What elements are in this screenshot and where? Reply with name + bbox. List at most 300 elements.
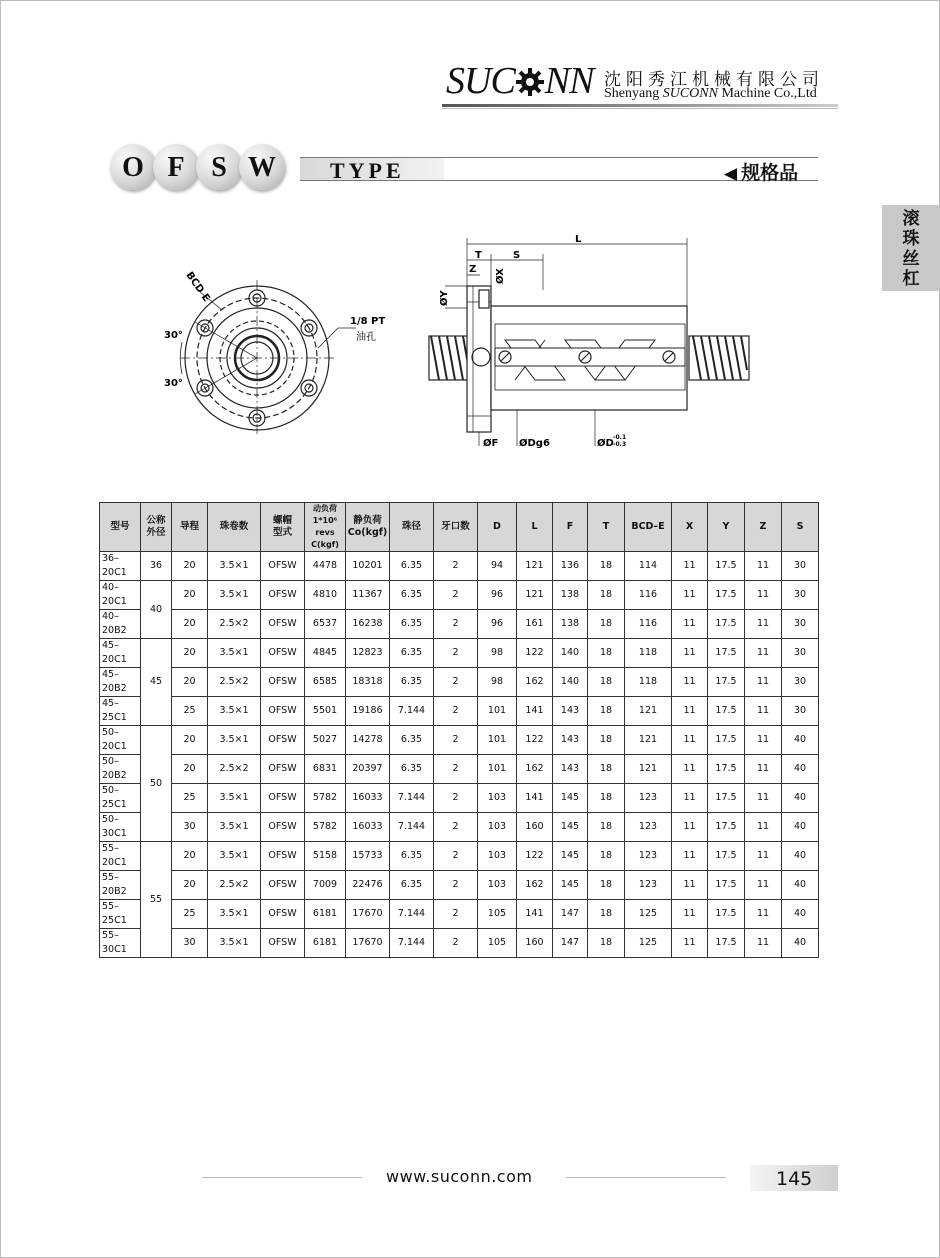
table-cell: OFSW [261,697,305,726]
table-cell: 20 [172,668,208,697]
table-cell: 20 [172,639,208,668]
table-cell: 11 [745,929,782,958]
dim-dg6: ØDg6 [519,438,550,449]
table-cell: OFSW [261,871,305,900]
footer-url: www.suconn.com [386,1167,533,1186]
dim-y: ØY [439,290,450,306]
footer-rule-left [202,1177,362,1178]
page-number: 145 [776,1168,813,1190]
spec-table-body [100,552,819,958]
table-row [100,900,819,929]
table-cell: 18 [588,581,625,610]
cell-model: 45–20C1 [100,639,141,668]
table-cell: 30 [782,697,819,726]
table-cell: 17.5 [708,784,745,813]
standard-label: ◀ 规格品 [724,162,799,184]
table-cell: 18 [588,784,625,813]
table-cell: 6.35 [390,610,434,639]
table-header-row [100,503,819,552]
table-cell: 2 [434,929,478,958]
table-cell: 122 [517,842,553,871]
col-f: F [553,503,588,552]
cell-model: 36–20C1 [100,552,141,581]
table-cell: 145 [553,871,588,900]
angle-top-label: 30° [164,330,183,341]
table-cell: 143 [553,726,588,755]
table-cell: 98 [478,668,517,697]
col-circuits: 珠卷数 [208,503,261,552]
table-cell: 25 [172,784,208,813]
table-cell: 18 [588,842,625,871]
table-cell: 11 [745,755,782,784]
table-cell: 6585 [305,668,346,697]
table-cell: 20 [172,552,208,581]
table-cell: 3.5×1 [208,813,261,842]
table-cell: 18 [588,726,625,755]
table-cell: 11 [745,639,782,668]
table-cell: 6.35 [390,639,434,668]
table-cell: 94 [478,552,517,581]
table-cell: 17.5 [708,813,745,842]
table-cell: 17670 [346,900,390,929]
table-cell: OFSW [261,813,305,842]
table-cell: 6831 [305,755,346,784]
port-label: 1/8 PT [350,316,386,327]
table-cell: 11 [745,784,782,813]
table-cell: 11 [745,581,782,610]
table-cell: 25 [172,697,208,726]
table-cell: 18 [588,900,625,929]
table-cell: 118 [625,639,672,668]
table-cell: 18 [588,929,625,958]
table-cell: 7.144 [390,929,434,958]
table-cell: 11 [745,552,782,581]
table-cell: 30 [172,813,208,842]
table-cell: 3.5×1 [208,929,261,958]
table-row [100,610,819,639]
table-row [100,929,819,958]
table-cell: 16238 [346,610,390,639]
company-logo: SUC NN [446,60,594,102]
table-cell: 5501 [305,697,346,726]
table-cell: 17.5 [708,639,745,668]
table-cell: 160 [517,929,553,958]
table-cell: 17.5 [708,755,745,784]
table-row [100,668,819,697]
gear-icon [515,67,545,97]
table-cell: 121 [517,581,553,610]
col-lead: 导程 [172,503,208,552]
cell-model: 55–30C1 [100,929,141,958]
company-name-cn: 沈阳秀江机械有限公司 [604,70,824,90]
table-cell: 17.5 [708,842,745,871]
table-cell: 2 [434,697,478,726]
dim-d-tol-lower: -0.3 [613,441,627,448]
col-static-load: 静负荷 Co(kgf) [346,503,390,552]
title-letter-s: S [196,144,242,190]
table-cell: 125 [625,900,672,929]
table-cell: 101 [478,755,517,784]
table-cell: 116 [625,581,672,610]
table-cell: 17.5 [708,610,745,639]
table-cell: 6.35 [390,755,434,784]
cell-model: 40–20C1 [100,581,141,610]
table-cell: 20 [172,726,208,755]
table-cell: 2 [434,668,478,697]
cell-nominal: 36 [141,552,172,581]
table-cell: 121 [625,726,672,755]
title-letter-f: F [153,144,199,190]
table-cell: 17.5 [708,697,745,726]
table-cell: 2.5×2 [208,871,261,900]
table-cell: 4478 [305,552,346,581]
table-row [100,581,819,610]
cell-model: 50–20B2 [100,755,141,784]
table-cell: OFSW [261,755,305,784]
table-cell: 103 [478,813,517,842]
table-cell: 143 [553,755,588,784]
col-y: Y [708,503,745,552]
table-cell: 18 [588,871,625,900]
table-cell: 18 [588,813,625,842]
table-cell: 2 [434,581,478,610]
table-cell: 17.5 [708,929,745,958]
table-cell: 20 [172,842,208,871]
table-row [100,755,819,784]
table-row [100,813,819,842]
cell-model: 50–25C1 [100,784,141,813]
cell-nominal: 50 [141,726,172,842]
table-cell: 17.5 [708,581,745,610]
table-cell: 116 [625,610,672,639]
table-cell: 7.144 [390,784,434,813]
table-cell: 40 [782,842,819,871]
table-cell: 40 [782,726,819,755]
col-model: 型号 [100,503,141,552]
col-dynamic-load: 动负荷 1*10⁶ revs C(kgf) [305,503,346,552]
table-cell: 40 [782,755,819,784]
title-letter-w: W [239,144,285,190]
table-cell: 6.35 [390,668,434,697]
table-cell: 11 [672,639,708,668]
table-row [100,726,819,755]
table-cell: OFSW [261,639,305,668]
table-cell: 138 [553,581,588,610]
table-cell: OFSW [261,784,305,813]
side-view-drawing [425,230,765,460]
table-cell: 30 [782,610,819,639]
col-l: L [517,503,553,552]
table-cell: 147 [553,900,588,929]
table-cell: 96 [478,581,517,610]
table-cell: 3.5×1 [208,842,261,871]
table-cell: 18 [588,552,625,581]
table-cell: 3.5×1 [208,552,261,581]
table-cell: 11 [672,726,708,755]
table-cell: 114 [625,552,672,581]
table-cell: 6537 [305,610,346,639]
table-cell: 6.35 [390,581,434,610]
table-cell: 11 [672,842,708,871]
table-cell: 123 [625,871,672,900]
table-cell: 11 [745,668,782,697]
table-cell: 11 [745,813,782,842]
table-cell: 11 [745,900,782,929]
table-cell: 18 [588,639,625,668]
table-cell: 17.5 [708,552,745,581]
cell-nominal: 55 [141,842,172,958]
table-cell: 20 [172,610,208,639]
table-cell: 103 [478,842,517,871]
col-s: S [782,503,819,552]
dim-z: Z [469,264,477,275]
cell-model: 55–20B2 [100,871,141,900]
table-cell: 6181 [305,900,346,929]
table-cell: 123 [625,784,672,813]
table-cell: 40 [782,900,819,929]
table-cell: 3.5×1 [208,639,261,668]
table-cell: 145 [553,784,588,813]
table-cell: 11 [672,697,708,726]
table-cell: 15733 [346,842,390,871]
table-cell: 101 [478,726,517,755]
table-cell: 123 [625,813,672,842]
col-d: D [478,503,517,552]
table-cell: 3.5×1 [208,726,261,755]
table-row [100,871,819,900]
table-cell: 17.5 [708,900,745,929]
table-cell: OFSW [261,929,305,958]
table-cell: 101 [478,697,517,726]
col-t: T [588,503,625,552]
table-cell: 103 [478,784,517,813]
table-cell: 162 [517,871,553,900]
table-cell: 17.5 [708,668,745,697]
table-cell: 141 [517,784,553,813]
table-cell: 162 [517,668,553,697]
table-cell: 161 [517,610,553,639]
table-cell: 11 [672,929,708,958]
table-row [100,552,819,581]
col-ball-dia: 珠径 [390,503,434,552]
table-cell: 18 [588,697,625,726]
cell-model: 55–20C1 [100,842,141,871]
cell-nominal: 45 [141,639,172,726]
table-cell: 141 [517,697,553,726]
table-cell: 2 [434,552,478,581]
table-cell: 5027 [305,726,346,755]
table-cell: 96 [478,610,517,639]
table-cell: 11 [672,871,708,900]
bcd-label: BCD E [183,270,212,304]
table-cell: 40 [782,871,819,900]
col-teeth: 牙口数 [434,503,478,552]
table-cell: 22476 [346,871,390,900]
table-cell: 11367 [346,581,390,610]
dim-t: T [475,250,482,261]
table-cell: 14278 [346,726,390,755]
table-cell: 11 [672,813,708,842]
table-cell: 143 [553,697,588,726]
col-nut-type: 螺帽 型式 [261,503,305,552]
table-cell: OFSW [261,842,305,871]
cell-model: 55–25C1 [100,900,141,929]
table-cell: 18318 [346,668,390,697]
table-cell: 7.144 [390,813,434,842]
dim-d-tol-upper: -0.1 [613,434,627,441]
table-cell: OFSW [261,726,305,755]
table-cell: 140 [553,639,588,668]
footer-rule-right [566,1177,726,1178]
header-rule-thin [442,108,838,109]
table-cell: 6.35 [390,726,434,755]
table-cell: 6.35 [390,552,434,581]
col-x: X [672,503,708,552]
table-cell: 123 [625,842,672,871]
dim-s: S [513,250,521,261]
table-cell: 30 [172,929,208,958]
table-cell: 121 [517,552,553,581]
table-cell: 6.35 [390,871,434,900]
table-cell: 20 [172,755,208,784]
front-view-drawing [160,262,400,462]
table-cell: 11 [672,552,708,581]
cell-model: 50–30C1 [100,813,141,842]
table-cell: 30 [782,581,819,610]
table-cell: 145 [553,813,588,842]
table-cell: 18 [588,668,625,697]
table-cell: 2 [434,900,478,929]
col-nominal: 公称 外径 [141,503,172,552]
table-cell: 5158 [305,842,346,871]
table-cell: 2 [434,842,478,871]
table-cell: 10201 [346,552,390,581]
table-cell: 16033 [346,813,390,842]
table-cell: 122 [517,639,553,668]
port-note: 油孔 [356,332,376,343]
table-cell: 40 [782,929,819,958]
table-cell: 122 [517,726,553,755]
table-cell: 17.5 [708,871,745,900]
cell-model: 45–25C1 [100,697,141,726]
table-cell: 140 [553,668,588,697]
table-cell: 3.5×1 [208,581,261,610]
header-rule [442,104,838,107]
table-cell: 4845 [305,639,346,668]
table-row [100,639,819,668]
cell-model: 45–20B2 [100,668,141,697]
table-cell: 2 [434,871,478,900]
dim-d: ØD [597,438,614,449]
table-cell: 136 [553,552,588,581]
table-cell: 121 [625,755,672,784]
table-row [100,697,819,726]
table-cell: 98 [478,639,517,668]
cell-model: 40–20B2 [100,610,141,639]
table-cell: 11 [672,668,708,697]
dim-f: ØF [483,438,499,449]
table-cell: 103 [478,871,517,900]
table-cell: 6.35 [390,842,434,871]
col-z: Z [745,503,782,552]
table-cell: 145 [553,842,588,871]
table-cell: 11 [745,726,782,755]
table-cell: 20 [172,871,208,900]
table-cell: 5782 [305,813,346,842]
table-cell: 2 [434,639,478,668]
side-tab-ball-screw: 滚 珠 丝 杠 [882,205,940,291]
dim-l: L [575,234,582,245]
table-cell: 2 [434,784,478,813]
table-cell: 2.5×2 [208,668,261,697]
table-cell: 40 [782,813,819,842]
table-cell: 3.5×1 [208,784,261,813]
table-cell: 118 [625,668,672,697]
cell-model: 50–20C1 [100,726,141,755]
table-cell: 3.5×1 [208,697,261,726]
table-cell: 18 [588,610,625,639]
table-cell: OFSW [261,581,305,610]
table-cell: 2 [434,726,478,755]
table-cell: 11 [672,900,708,929]
table-cell: 125 [625,929,672,958]
table-cell: 7009 [305,871,346,900]
table-cell: OFSW [261,668,305,697]
table-cell: 162 [517,755,553,784]
table-cell: 30 [782,552,819,581]
table-cell: 5782 [305,784,346,813]
table-cell: 17.5 [708,726,745,755]
table-cell: 7.144 [390,900,434,929]
table-row [100,842,819,871]
table-cell: 105 [478,929,517,958]
table-cell: 11 [672,581,708,610]
table-cell: 2.5×2 [208,755,261,784]
table-cell: 147 [553,929,588,958]
table-row [100,784,819,813]
table-cell: 11 [672,755,708,784]
table-cell: 105 [478,900,517,929]
table-cell: 4810 [305,581,346,610]
table-cell: 7.144 [390,697,434,726]
table-cell: 2 [434,610,478,639]
table-cell: 6181 [305,929,346,958]
table-cell: 11 [745,697,782,726]
col-bcd: BCD–E [625,503,672,552]
table-cell: 30 [782,668,819,697]
spec-table [99,502,819,958]
table-cell: 17670 [346,929,390,958]
table-cell: 12823 [346,639,390,668]
table-cell: 19186 [346,697,390,726]
table-cell: 11 [672,784,708,813]
cell-nominal: 40 [141,581,172,639]
table-cell: 11 [745,610,782,639]
table-cell: OFSW [261,610,305,639]
table-cell: 160 [517,813,553,842]
table-cell: OFSW [261,900,305,929]
table-cell: 40 [782,784,819,813]
table-cell: 11 [745,871,782,900]
dim-x: ØX [495,268,506,284]
table-cell: 2 [434,755,478,784]
table-cell: 18 [588,755,625,784]
table-cell: 20 [172,581,208,610]
table-cell: 2 [434,813,478,842]
table-cell: 25 [172,900,208,929]
angle-bottom-label: 30° [164,378,183,389]
table-cell: 11 [745,842,782,871]
